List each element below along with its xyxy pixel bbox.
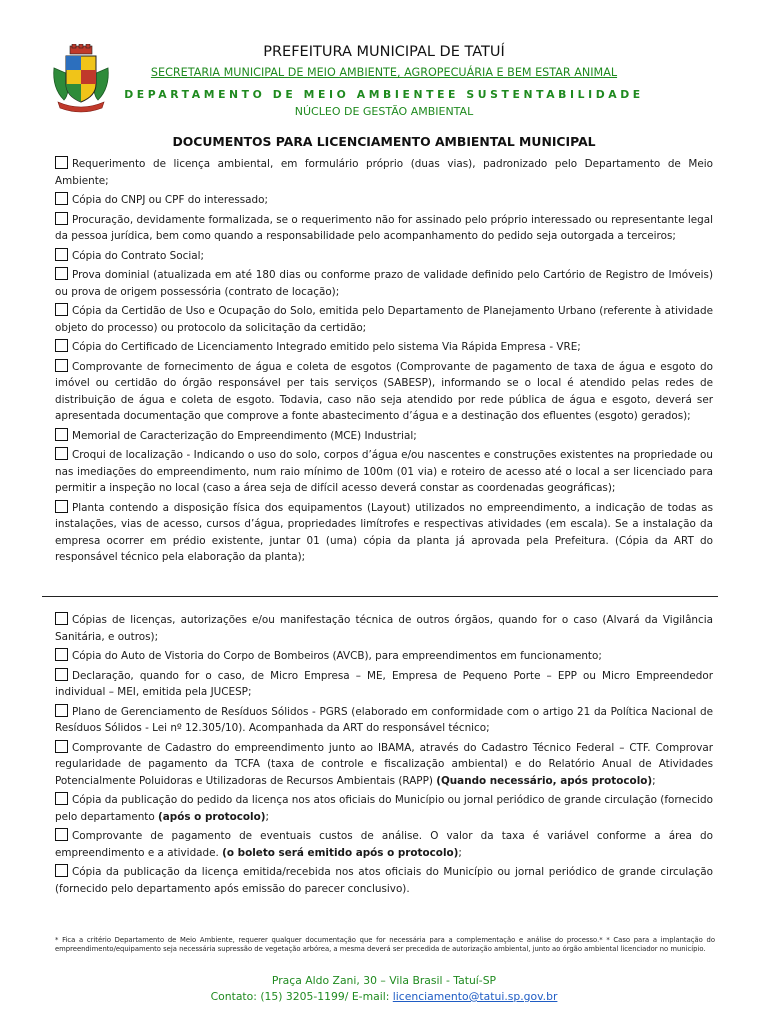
checklist-item-tail: ; bbox=[265, 810, 270, 823]
checklist-item-text: Prova dominial (atualizada em até 180 dias ou conforme prazo de validade definido pelo Cartório de Registro de Imóveis) ou prova de origem possessória (contrato de locação); bbox=[55, 269, 713, 298]
checklist-item bbox=[55, 864, 713, 897]
document-checklist-part-1 bbox=[55, 156, 713, 569]
checklist-item bbox=[55, 828, 713, 861]
checklist-item-text: Cópia do CNPJ ou CPF do interessado; bbox=[72, 194, 269, 206]
nucleo-title: NÚCLEO DE GESTÃO AMBIENTAL bbox=[294, 105, 474, 118]
checklist-item bbox=[55, 792, 713, 825]
checklist-item bbox=[55, 192, 713, 209]
checklist-item bbox=[55, 704, 713, 737]
footnote: * Fica a critério Departamento de Meio Ambiente, requerer qualquer documentação que for necessária para a complementação e análise do processo.* * Caso para a implantação do empreendimento/equipamento seja necessária supressão de vegetação arbórea, a mesma deverá ser precedida de autorização ambiental, junto ao órgão ambiental licenciador no município. bbox=[55, 936, 715, 954]
checkbox[interactable] bbox=[55, 248, 68, 261]
checklist-item bbox=[55, 648, 713, 665]
checkbox[interactable] bbox=[55, 447, 68, 460]
address-line: Praça Aldo Zani, 30 – Vila Brasil - Tatuí-SP bbox=[271, 974, 497, 987]
checklist-item bbox=[55, 267, 713, 300]
checklist-item-text: Procuração, devidamente formalizada, se o requerimento não for assinado pelo próprio interessado ou representante legal da pessoa jurídica, bem como quando a responsabilidade pelo acompanhamento do pedido seja outorgada a terceiros; bbox=[55, 213, 713, 242]
checklist-item-text: Declaração, quando for o caso, de Micro Empresa – ME, Empresa de Pequeno Porte – EPP ou Micro Empreendedor individual – MEI, emitida pela JUCESP; bbox=[55, 669, 713, 698]
checklist-item-text: Comprovante de fornecimento de água e coleta de esgotos (Comprovante de pagamento de taxa de água e esgoto do imóvel ou certidão do órgão responsável per tais serviços (SABESP), informando se o local é atendido pelas redes de distribuição de água e coleta de esgoto. Todavia, caso não seja atendido por rede pública de água e esgoto, deverá ser apresentada documentação que comprove a fonte abastecimento d’água e a destinação dos efluentes (esgoto) gerados); bbox=[55, 360, 713, 422]
checklist-item bbox=[55, 156, 713, 189]
contact-line bbox=[0, 990, 768, 1003]
checkbox[interactable] bbox=[55, 864, 68, 877]
checklist-item-text: Cópia da publicação do pedido da licença nos atos oficiais do Município ou jornal periódico de grande circulação (fornecido pelo departamento bbox=[55, 794, 713, 823]
secretaria-title: SECRETARIA MUNICIPAL DE MEIO AMBIENTE, AGROPECUÁRIA E BEM ESTAR ANIMAL bbox=[150, 66, 618, 79]
document-title: DOCUMENTOS PARA LICENCIAMENTO AMBIENTAL MUNICIPAL bbox=[172, 134, 596, 149]
checkbox[interactable] bbox=[55, 359, 68, 372]
checklist-item bbox=[55, 359, 713, 425]
checkbox[interactable] bbox=[55, 668, 68, 681]
checkbox[interactable] bbox=[55, 303, 68, 316]
checkbox[interactable] bbox=[55, 740, 68, 753]
checklist-item bbox=[55, 500, 713, 566]
checkbox[interactable] bbox=[55, 648, 68, 661]
checkbox[interactable] bbox=[55, 704, 68, 717]
municipal-coat-of-arms bbox=[50, 44, 112, 114]
checkbox[interactable] bbox=[55, 156, 68, 169]
checklist-item-text: Memorial de Caracterização do Empreendimento (MCE) Industrial; bbox=[72, 429, 417, 442]
checklist-item-emphasis: (após o protocolo) bbox=[158, 810, 266, 823]
checklist-item-text: Croqui de localização - Indicando o uso do solo, corpos d’água e/ou nascentes e construções existentes na propriedade ou nas imediações do empreendimento, num raio mínimo de 100m (01 via) e roteiro de acesso até o local a ser licenciado para permitir a inspeção no local (caso a área seja de difícil acesso deverá constar as coordenadas geográficas); bbox=[55, 449, 713, 494]
checklist-item-tail: ; bbox=[652, 774, 656, 787]
checklist-item-text: Cópia do Contrato Social; bbox=[72, 249, 204, 262]
checkbox[interactable] bbox=[55, 792, 68, 805]
checklist-item bbox=[55, 212, 713, 245]
checkbox[interactable] bbox=[55, 212, 68, 225]
checklist-item-text: Cópia da Certidão de Uso e Ocupação do Solo, emitida pelo Departamento de Planejamento Urbano (referente à atividade objeto do processo) ou protocolo da solicitação da certidão; bbox=[55, 305, 713, 334]
checklist-item-tail: ; bbox=[458, 846, 462, 859]
checklist-item bbox=[55, 339, 713, 356]
checklist-item-text: Cópia do Certificado de Licenciamento Integrado emitido pelo sistema Via Rápida Empresa - VRE; bbox=[72, 341, 581, 353]
checkbox[interactable] bbox=[55, 828, 68, 841]
checkbox[interactable] bbox=[55, 428, 68, 441]
departamento-title: DEPARTAMENTO DE MEIO AMBIENTEE SUSTENTABILIDADE bbox=[124, 88, 644, 101]
prefeitura-title: PREFEITURA MUNICIPAL DE TATUÍ bbox=[263, 44, 505, 60]
checklist-item-text: Comprovante de pagamento de eventuais custos de análise. O valor da taxa é variável conforme a área do empreendimento e a atividade. bbox=[55, 830, 713, 859]
checklist-item bbox=[55, 740, 713, 790]
checklist-item-text: Cópias de licenças, autorizações e/ou manifestação técnica de outros órgãos, quando for o caso (Alvará da Vigilância Sanitária, e outros); bbox=[55, 614, 713, 643]
checklist-item bbox=[55, 668, 713, 701]
checkbox[interactable] bbox=[55, 500, 68, 513]
checkbox[interactable] bbox=[55, 339, 68, 352]
checklist-item-emphasis: (Quando necessário, após protocolo) bbox=[436, 774, 653, 787]
checklist-item-text: Plano de Gerenciamento de Resíduos Sólidos - PGRS (elaborado em conformidade com o artigo 21 da Política Nacional de Resíduos Sólidos - Lei nº 12.305/10). Acompanhada da ART do responsável técnico; bbox=[55, 705, 713, 734]
checklist-item bbox=[55, 447, 713, 497]
checklist-item-emphasis: (o boleto será emitido após o protocolo) bbox=[222, 846, 459, 859]
contact-prefix: Contato: (15) 3205-1199/ E-mail: bbox=[210, 990, 393, 1003]
checkbox[interactable] bbox=[55, 192, 68, 205]
checkbox[interactable] bbox=[55, 267, 68, 280]
checklist-item bbox=[55, 428, 713, 445]
section-divider bbox=[42, 596, 718, 597]
document-checklist-part-2 bbox=[55, 612, 713, 900]
checklist-item bbox=[55, 612, 713, 645]
checkbox[interactable] bbox=[55, 612, 68, 625]
checklist-item-text: Comprovante de Cadastro do empreendimento junto ao IBAMA, através do Cadastro Técnico Federal – CTF. Comprovar regularidade de pagamento da TCFA (taxa de controle e fiscalização ambiental) e do Relatório Anual de Atividades Potencialmente Poluidoras e Utilizadoras de Recursos Ambientais (RAPP) bbox=[55, 741, 713, 787]
checklist-item bbox=[55, 303, 713, 336]
checklist-item-text: Planta contendo a disposição física dos equipamentos (Layout) utilizados no empreendimento, a indicação de todas as instalações, vias de acesso, cursos d’água, propriedades limítrofes e respectivas atividades (em escala). Se a instalação da empresa ocorrer em prédio existente, juntar 01 (uma) cópia da planta já aprovada pela Prefeitura. (Cópia da ART do responsável técnico pela elaboração da planta); bbox=[55, 501, 713, 563]
checklist-item-text: Cópia do Auto de Vistoria do Corpo de Bombeiros (AVCB), para empreendimentos em funcionamento; bbox=[72, 650, 602, 662]
email-link[interactable]: licenciamento@tatui.sp.gov.br bbox=[392, 990, 558, 1003]
checklist-item bbox=[55, 248, 713, 265]
checklist-item-text: Requerimento de licença ambiental, em formulário próprio (duas vias), padronizado pelo Departamento de Meio Ambiente; bbox=[55, 158, 713, 187]
checklist-item-text: Cópia da publicação da licença emitida/recebida nos atos oficiais do Município ou jornal periódico de grande circulação (fornecido pelo departamento após emissão do parecer conclusivo). bbox=[55, 866, 713, 895]
